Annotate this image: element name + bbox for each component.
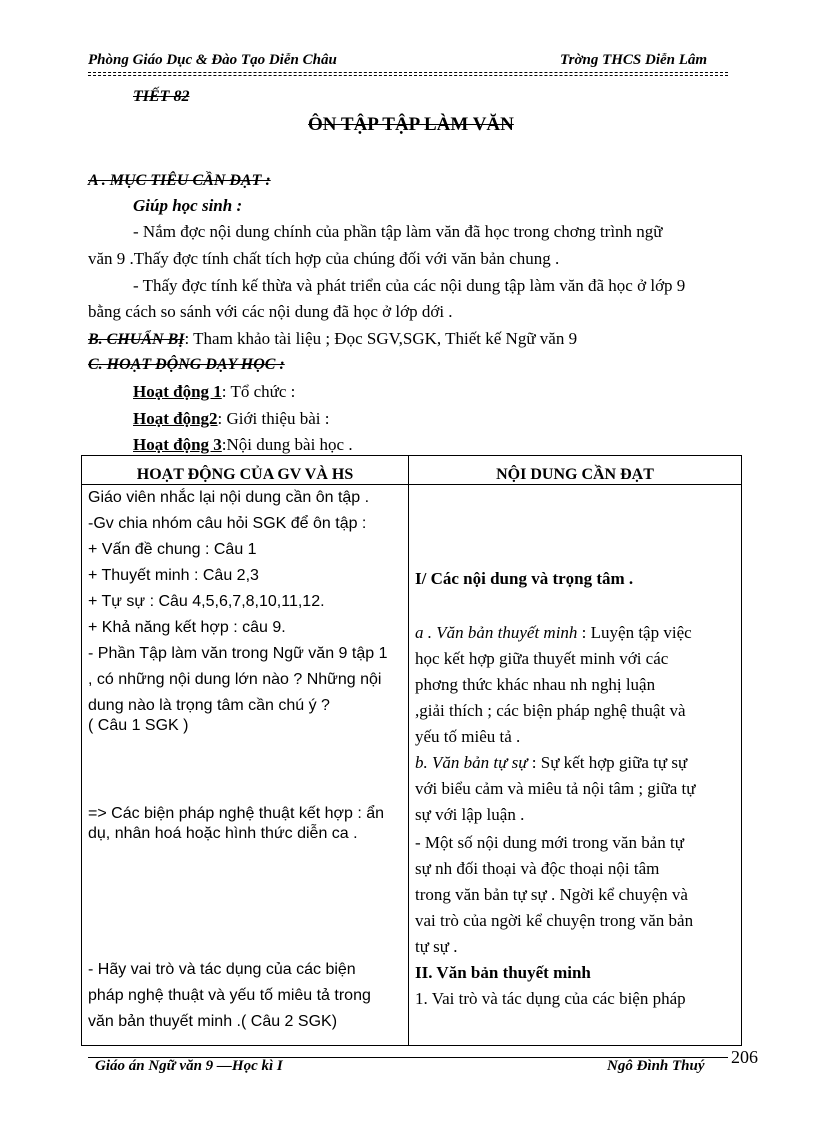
left-line: + Thuyết minh : Câu 2,3 [88,567,259,584]
activity-2-label: Hoạt động2 [133,409,218,428]
section-a-line2: văn 9 .Thấy đợc tính chất tích hợp của chúng đối với văn bản chung . [88,249,560,268]
section-b-heading: B. CHUẨN BỊ [88,331,185,348]
content-heading-1: I/ Các nội dung và trọng tâm . [415,569,634,588]
content-line: vai trò của ngời kể chuyện trong văn bản [415,911,694,930]
left-line: - Hãy vai trò và tác dụng của các biện [88,961,356,978]
activity-2-text: : Giới thiệu bài : [217,409,330,428]
header-right: Trờng THCS Diễn Lâm [560,52,708,68]
content-line: tự sự . [415,937,458,956]
activity-3-text: :Nội dung bài học . [221,435,353,454]
content-line: sự với lập luận . [415,805,525,824]
content-a-label: a . Văn bản thuyết minh [415,623,578,642]
left-line: Giáo viên nhắc lại nội dung cần ôn tập . [88,489,370,506]
content-line: phơng thức khác nhau nh nghị luận [415,675,656,694]
table-header-activity: HOẠT ĐỘNG CỦA GV VÀ HS [82,456,409,485]
section-a-intro: Giúp học sinh : [133,196,243,215]
section-b [88,329,577,349]
lesson-title: ÔN TẬP TẬP LÀM VĂN [308,114,514,135]
section-a-line3: - Thấy đợc tính kế thừa và phát triển của các nội dung tập làm văn đã học ở lớp 9 [133,276,686,295]
activity-1-text: : Tổ chức : [221,382,296,401]
content-line: 1. Vai trò và tác dụng của các biện pháp [415,989,686,1008]
content-column [409,485,741,1045]
content-line: - Một số nội dung mới trong văn bản tự [415,833,684,852]
activity-column [82,485,408,1045]
left-line: , có những nội dung lớn nào ? Những nội [88,671,382,688]
content-line: với biểu cảm và miêu tả nội tâm ; giữa tự [415,779,696,798]
left-line: - Phần Tập làm văn trong Ngữ văn 9 tập 1 [88,645,388,662]
activity-1-label: Hoạt động 1 [133,382,222,401]
content-line: yếu tố miêu tả . [415,727,521,746]
content-b-label: b. Văn bản tự sự [415,753,528,772]
left-line: dụ, nhân hoá hoặc hình thức diễn ca . [88,825,358,842]
content-line [415,753,687,773]
content-line: trong văn bản tự sự . Ngời kể chuyện và [415,885,688,904]
activity-2 [133,409,329,429]
section-a-line4: bằng cách so sánh với các nội dung đã học ở lớp dới . [88,302,453,321]
content-b-text: : Sự kết hợp giữa tự sự [531,753,688,772]
lesson-table [81,455,742,1046]
header-divider [88,72,728,73]
activity-1 [133,382,295,402]
left-line: + Tự sự : Câu 4,5,6,7,8,10,11,12. [88,593,325,610]
left-line: ( Câu 1 SGK ) [88,717,189,734]
section-a-line1: - Nắm đợc nội dung chính của phần tập làm văn đã học trong chơng trình ngữ [133,222,663,241]
footer-right: Ngô Đình Thuý [607,1058,705,1074]
left-line: dung nào là trọng tâm cần chú ý ? [88,697,330,714]
left-line: + Vấn đề chung : Câu 1 [88,541,257,558]
content-line: ,giải thích ; các biện pháp nghệ thuật và [415,701,686,720]
header-divider-2 [88,75,728,76]
content-line [415,623,692,643]
lesson-period: TIẾT 82 [133,88,190,105]
content-a-text: : Luyện tập việc [581,623,692,642]
left-line: văn bản thuyết minh .( Câu 2 SGK) [88,1013,338,1030]
page-number: 206 [731,1047,758,1067]
header-left: Phòng Giáo Dục & Đào Tạo Diễn Châu [88,52,337,68]
left-line: -Gv chia nhóm câu hỏi SGK để ôn tập : [88,515,367,532]
activity-3-label: Hoạt động 3 [133,435,222,454]
activity-3 [133,435,353,455]
content-heading-2: II. Văn bản thuyết minh [415,963,591,982]
left-line: => Các biện pháp nghệ thuật kết hợp : ẩn [88,805,385,822]
section-a-heading: A . MỤC TIÊU CẦN ĐẠT : [88,172,271,189]
content-line: học kết hợp giữa thuyết minh với các [415,649,669,668]
footer-left: Giáo án Ngữ văn 9 —Học kì I [95,1058,283,1074]
left-line: pháp nghệ thuật và yếu tố miêu tả trong [88,987,371,1004]
content-line: sự nh đối thoại và độc thoại nội tâm [415,859,660,878]
left-line: + Khả năng kết hợp : câu 9. [88,619,286,636]
section-c-heading: C. HOẠT ĐỘNG DẠY HỌC : [88,356,285,373]
table-header-content: NỘI DUNG CẦN ĐẠT [409,456,742,485]
section-b-text: : Tham khảo tài liệu ; Đọc SGV,SGK, Thiết kế Ngữ văn 9 [184,329,578,348]
